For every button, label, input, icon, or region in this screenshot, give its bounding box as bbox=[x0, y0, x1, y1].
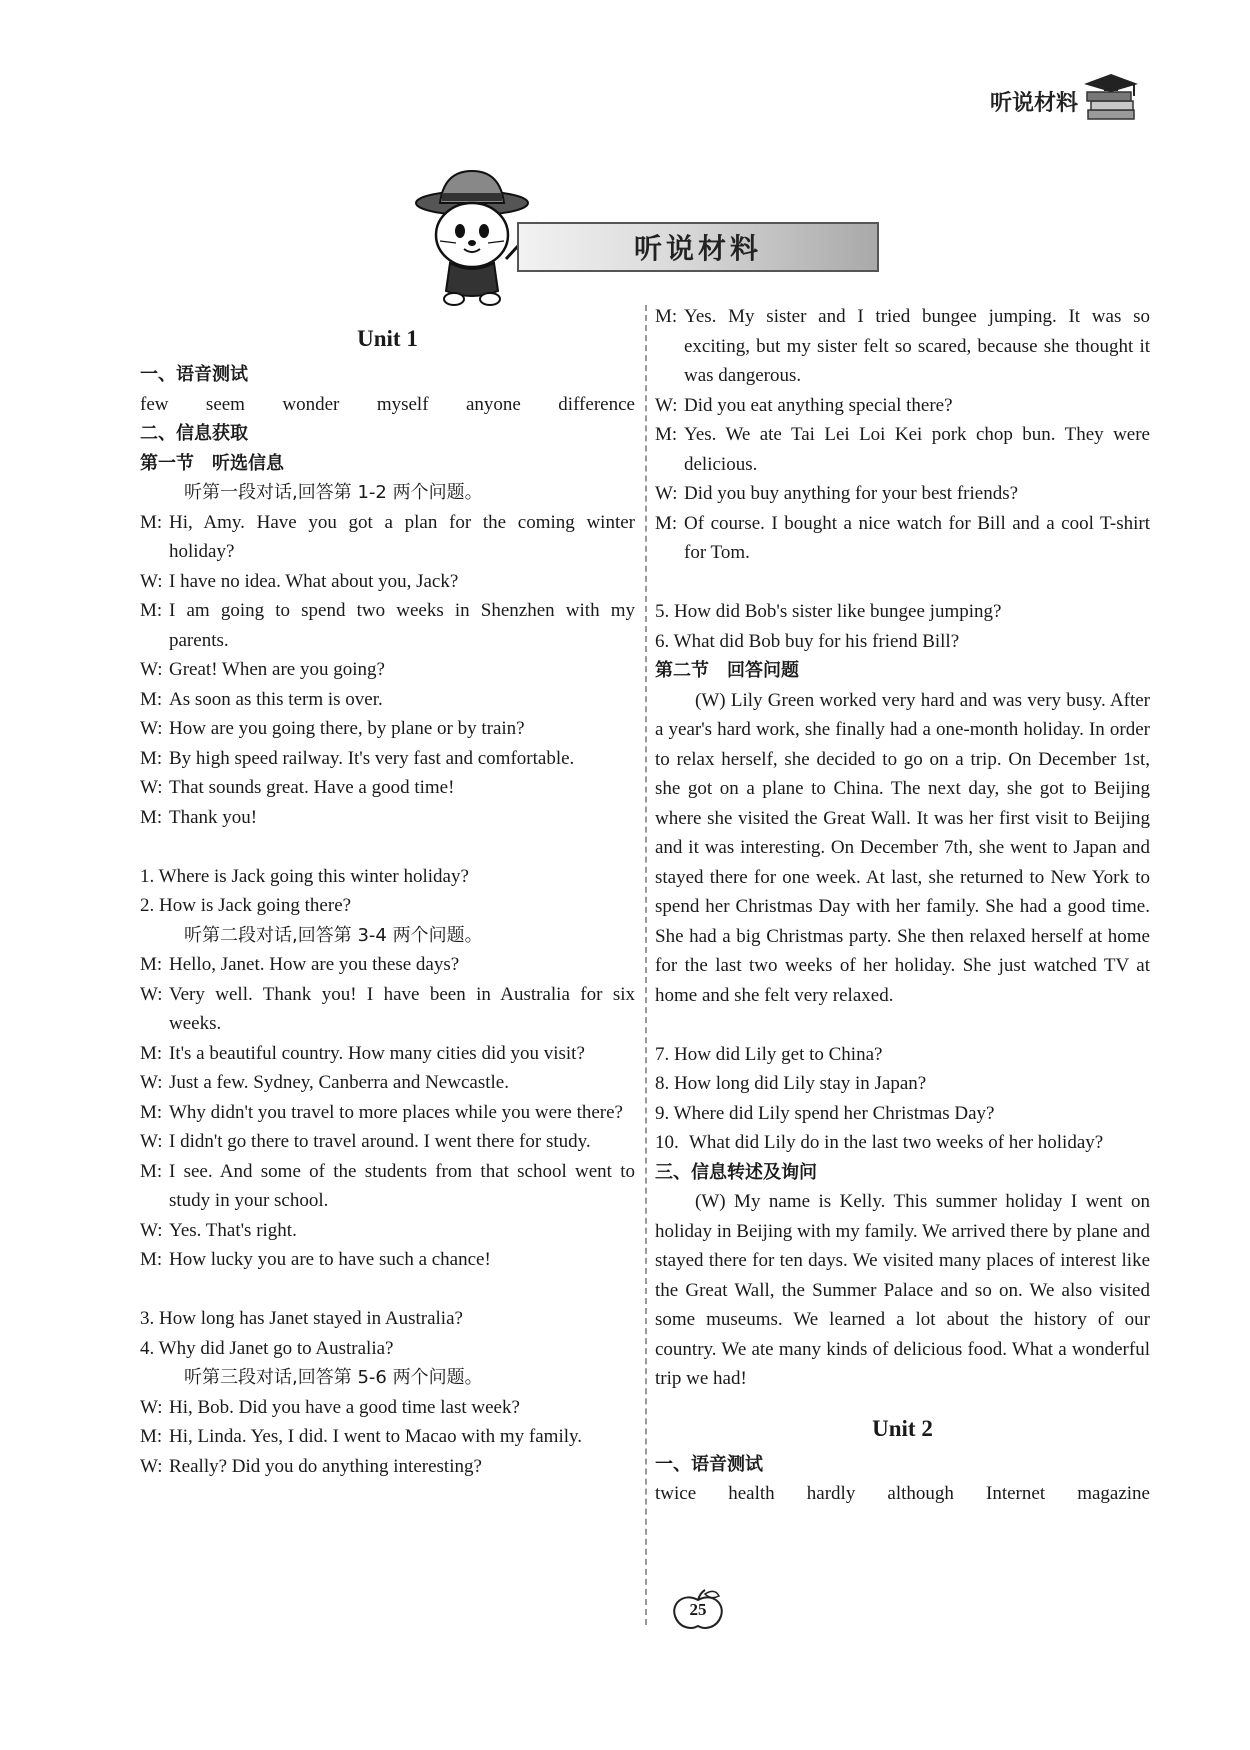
word: seem bbox=[205, 393, 245, 415]
utterance: As soon as this term is over. bbox=[169, 688, 383, 710]
question: 9. Where did Lily spend her Christmas Day? bbox=[655, 1102, 995, 1124]
utterance: Hi, Linda. Yes, I did. I went to Macao with my family. bbox=[169, 1426, 583, 1447]
dialogue-turn bbox=[140, 1098, 635, 1128]
dialogue-turn bbox=[140, 1422, 635, 1452]
word: few bbox=[140, 393, 169, 415]
utterance: How are you going there, by plane or by train? bbox=[169, 718, 525, 739]
dialogue-turn bbox=[655, 391, 1150, 421]
utterance: I have no idea. What about you, Jack? bbox=[169, 570, 459, 592]
utterance: Did you eat anything special there? bbox=[684, 394, 953, 416]
dialogue-turn bbox=[140, 685, 635, 715]
dialogue-turn bbox=[140, 744, 635, 774]
speaker-label: M: bbox=[140, 806, 163, 828]
unit-title: Unit 2 bbox=[872, 1415, 933, 1441]
word: although bbox=[887, 1483, 954, 1504]
dialogue-turn bbox=[140, 1127, 635, 1157]
speaker-label: M: bbox=[140, 1160, 163, 1182]
dialogue-turn bbox=[140, 1039, 635, 1069]
dialogue-turn bbox=[655, 302, 1150, 391]
word: Internet bbox=[986, 1483, 1046, 1504]
question: 6. What did Bob buy for his friend Bill? bbox=[655, 630, 960, 652]
dialogue-1 bbox=[140, 508, 635, 833]
utterance: Really? Did you do anything interesting? bbox=[169, 1455, 482, 1477]
dialogue-turn bbox=[140, 567, 635, 597]
speaker-label: M: bbox=[655, 424, 678, 445]
utterance: That sounds great. Have a good time! bbox=[169, 777, 455, 798]
question: 5. How did Bob's sister like bungee jumping? bbox=[655, 601, 1002, 622]
dialogue-turn bbox=[140, 1068, 635, 1098]
section-heading: 二、信息获取 bbox=[140, 423, 248, 444]
section-heading: 一、语音测试 bbox=[140, 364, 248, 385]
word: health bbox=[728, 1483, 775, 1504]
question-number: 10. bbox=[655, 1132, 679, 1153]
word-list bbox=[140, 390, 635, 420]
dialogue-turn bbox=[140, 508, 635, 567]
speaker-label: W: bbox=[140, 1131, 163, 1152]
books-graduation-cap-icon bbox=[1082, 72, 1140, 128]
utterance: How lucky you are to have such a chance! bbox=[169, 1249, 491, 1270]
utterance: Yes. My sister and I tried bungee jumping. It was so exciting, but my sister felt so scared, because she thought it was dangerous. bbox=[684, 306, 1150, 386]
utterance: Very well. Thank you! I have been in Australia for six weeks. bbox=[169, 983, 635, 1034]
dialogue-turn bbox=[140, 773, 635, 803]
speaker-label: W: bbox=[140, 1455, 163, 1477]
speaker-label: W: bbox=[140, 718, 163, 739]
speaker-label: W: bbox=[140, 1396, 163, 1418]
utterance: Thank you! bbox=[169, 806, 258, 828]
word: magazine bbox=[1077, 1483, 1150, 1504]
section-heading: 三、信息转述及询问 bbox=[655, 1161, 817, 1183]
question: 7. How did Lily get to China? bbox=[655, 1043, 883, 1065]
section-banner: 听说材料 bbox=[517, 222, 879, 272]
question: 1. Where is Jack going this winter holiday? bbox=[140, 865, 469, 887]
speaker-label: M: bbox=[140, 600, 163, 621]
page-number bbox=[669, 1588, 727, 1632]
word: difference bbox=[558, 393, 635, 415]
page-number-text: 25 bbox=[689, 1600, 707, 1619]
utterance: By high speed railway. It's very fast and comfortable. bbox=[169, 747, 575, 769]
dialogue-turn bbox=[140, 1245, 635, 1275]
word: myself bbox=[376, 393, 429, 415]
dialogue-intro: 听第二段对话,回答第 3-4 两个问题。 bbox=[184, 924, 483, 946]
question: 3. How long has Janet stayed in Australia? bbox=[140, 1308, 463, 1329]
speaker-label: W: bbox=[140, 570, 163, 592]
speaker-label: W: bbox=[140, 659, 163, 680]
dialogue-turn bbox=[140, 803, 635, 833]
utterance: Yes. That's right. bbox=[169, 1219, 297, 1241]
utterance: It's a beautiful country. How many cities did you visit? bbox=[169, 1042, 585, 1064]
question: 8. How long did Lily stay in Japan? bbox=[655, 1073, 927, 1094]
listening-passage: (W) Lily Green worked very hard and was very busy. After a year's hard work, she finally had a one-month holiday. In order to relax herself, she decided to go on a trip. On December 1st, she got on a plane to China. The next day, she got to Beijing where she visited the Great Wall. It was her first visit to Beijing and it was interesting. On December 7th, she went to Japan and stayed there for one week. At last, she returned to New York to spend her Christmas Day with her family. She had a good time. She had a big Christmas party. She then relaxed herself at home for the last two weeks of her holiday. She just watched TV at home and she felt very relaxed. bbox=[655, 689, 1150, 1006]
word: hardly bbox=[806, 1483, 856, 1504]
word: twice bbox=[655, 1483, 697, 1504]
dialogue-turn bbox=[140, 596, 635, 655]
dialogue-turn bbox=[655, 479, 1150, 509]
utterance: Hi, Bob. Did you have a good time last week? bbox=[169, 1396, 520, 1418]
word: wonder bbox=[282, 393, 340, 415]
utterance: Hi, Amy. Have you got a plan for the coming winter holiday? bbox=[169, 511, 635, 562]
utterance: I see. And some of the students from that school went to study in your school. bbox=[169, 1160, 635, 1211]
speaker-label: W: bbox=[140, 1219, 163, 1241]
speaker-label: M: bbox=[140, 954, 163, 975]
speaker-label: M: bbox=[140, 511, 163, 533]
speaker-label: W: bbox=[140, 1072, 163, 1093]
utterance: Did you buy anything for your best friends? bbox=[684, 483, 1019, 504]
speaker-label: M: bbox=[655, 306, 678, 327]
utterance: Why didn't you travel to more places while you were there? bbox=[169, 1101, 623, 1123]
speaker-label: W: bbox=[140, 777, 163, 798]
word-list bbox=[655, 1479, 1150, 1509]
dialogue-turn bbox=[140, 714, 635, 744]
dialogue-turn bbox=[140, 950, 635, 980]
dialogue-turn bbox=[655, 420, 1150, 479]
utterance: I didn't go there to travel around. I went there for study. bbox=[169, 1131, 591, 1152]
dialogue-turn bbox=[140, 980, 635, 1039]
utterance: Great! When are you going? bbox=[169, 659, 385, 680]
utterance: Of course. I bought a nice watch for Bill and a cool T-shirt for Tom. bbox=[684, 512, 1150, 563]
utterance: Just a few. Sydney, Canberra and Newcastle. bbox=[169, 1072, 509, 1093]
question bbox=[655, 1128, 1150, 1158]
dialogue-3-continued bbox=[655, 302, 1150, 568]
question: 4. Why did Janet go to Australia? bbox=[140, 1337, 394, 1359]
unit-title: Unit 1 bbox=[357, 326, 418, 351]
speaker-label: M: bbox=[140, 1101, 163, 1123]
dialogue-turn bbox=[140, 1216, 635, 1246]
dialogue-turn bbox=[140, 1452, 635, 1482]
left-column bbox=[140, 318, 635, 1481]
dialogue-turn bbox=[140, 1157, 635, 1216]
dialogue-turn bbox=[140, 1393, 635, 1423]
utterance: I am going to spend two weeks in Shenzhen with my parents. bbox=[169, 600, 635, 651]
dialogue-3 bbox=[140, 1393, 635, 1482]
part-heading: 第二节 回答问题 bbox=[655, 660, 799, 681]
dialogue-intro: 听第一段对话,回答第 1-2 两个问题。 bbox=[184, 482, 483, 503]
word: anyone bbox=[465, 393, 521, 415]
dialogue-2 bbox=[140, 950, 635, 1275]
speaker-label: W: bbox=[655, 483, 678, 504]
speaker-label: M: bbox=[655, 512, 678, 534]
speaker-label: W: bbox=[140, 983, 163, 1005]
retell-passage: (W) My name is Kelly. This summer holiday I went on holiday in Beijing with my family. We arrived there by plane and stayed there for ten days. We visited many places of interest like the Great Wall, the Summer Palace and so on. We also visited some museums. We learned a lot about the history of our country. We ate many kinds of delicious food. What a wonderful trip we had! bbox=[655, 1191, 1150, 1389]
section-heading: 一、语音测试 bbox=[655, 1453, 763, 1475]
utterance: Hello, Janet. How are you these days? bbox=[169, 954, 460, 975]
column-divider bbox=[645, 305, 647, 1625]
question-text: What did Lily do in the last two weeks of her holiday? bbox=[689, 1132, 1104, 1153]
question: 2. How is Jack going there? bbox=[140, 895, 352, 916]
speaker-label: M: bbox=[140, 1042, 163, 1064]
dialogue-intro: 听第三段对话,回答第 5-6 两个问题。 bbox=[184, 1367, 483, 1388]
utterance: Yes. We ate Tai Lei Loi Kei pork chop bun. They were delicious. bbox=[684, 424, 1150, 475]
header-section-tag: 听说材料 bbox=[989, 91, 1078, 116]
speaker-label: M: bbox=[140, 1426, 163, 1447]
dialogue-turn bbox=[655, 509, 1150, 568]
speaker-label: W: bbox=[655, 394, 678, 416]
speaker-label: M: bbox=[140, 1249, 163, 1270]
dialogue-turn bbox=[140, 655, 635, 685]
part-heading: 第一节 听选信息 bbox=[140, 452, 284, 474]
right-column bbox=[655, 302, 1150, 1509]
speaker-label: M: bbox=[140, 688, 163, 710]
speaker-label: M: bbox=[140, 747, 163, 769]
